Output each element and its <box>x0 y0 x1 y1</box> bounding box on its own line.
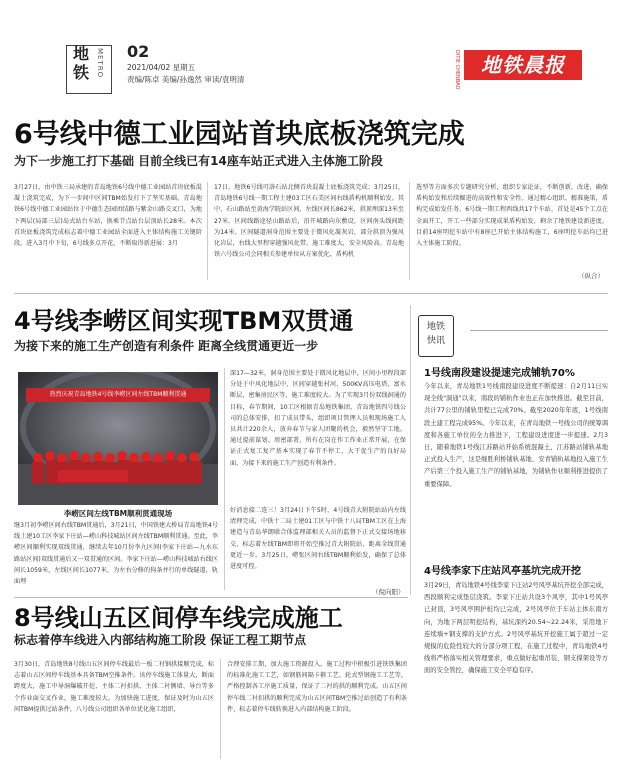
column-divider <box>410 305 411 595</box>
photo-banner-text: 热烈庆祝青岛地铁4号线李崂区间左线TBM顺利贯通 <box>49 391 187 398</box>
article1-subhead: 为下一步施工打下基础 目前全线已有14座车站正式进入主体施工阶段 <box>14 154 383 168</box>
article2-subhead: 为接下来的施工生产创造有利条件 距离全线贯通更近一步 <box>14 339 319 353</box>
column-divider <box>409 182 410 280</box>
section-subtitle: METRO <box>96 48 104 79</box>
section-title: 地铁 <box>72 44 89 82</box>
column-divider <box>224 368 225 590</box>
news1-headline: 1号线南段建设提速完成铺轨70% <box>424 368 575 379</box>
article1-author: （纵合） <box>578 272 604 280</box>
article3-headline: 8号线山五区间停车线完成施工 <box>14 604 343 632</box>
article3-col2: 合理安排工期，加大施工资源投入。施工过程中积极引进铁铁集团的标准化施工工艺，如钢筋间隔卡箍工艺、轮式型钢施工工艺等，严格控制各工序施工质量，保证了二衬的拱的顺利完成。山五区间停车线二衬扣拱的顺利完成为山五区间TBM空推过站创造了有利条件，标志着停车线转换进入内部结构施工阶段。 <box>227 661 407 713</box>
newspaper-logo: 地铁晨报 <box>464 50 582 80</box>
news1-body: 今年以来，青岛地铁1号线南段建设进度不断提速：自2月11日实现全线"洞通"以来，南段的铺轨作业也正在加快推进。截至目前，共计77公里的铺轨里程已完成70%。截至2020年年底，1号线南段土建工程完成95%。今年以来，在青岛地铁一号线公司的统筹调度和各施工单位的全力推进下，工程建设进度进一步提速。2月3日，随着地铁1号线江苏路站开始系统混凝土，江苏路站铺轨基地正式投入生产，这是继胜利桥铺轨基地、安青铺轨基地投入施工生产后第三个投入施工生产的铺轨基地，为铺轨作业顺利推进提供了重要保障。 <box>424 383 608 488</box>
kuaixun-label-line2: 快讯 <box>426 336 445 346</box>
column-divider <box>220 659 221 759</box>
article2-headline: 4号线李崂区间实现TBM双贯通 <box>14 307 354 335</box>
article2-col1: 继3月初李崂区间右线TBM贯通后，3月21日，中国铁建大桥局青岛地铁4号线土建10工区李家下庄站—崂山科技城站区间左线TBM顺利贯通。至此，李崂区间顺利实现双线贯通，继续去年10月份李九区间(李家下庄站—九水东路站区间)双线贯通后又一双贯通的区间。李家下庄站—崂山科技城站右线区间长1059米，左线区间长1077米，为左右分修的狗条并行的单线隧道，轨面埋 <box>14 522 218 586</box>
photo-caption: 李崂区间左线TBM顺利贯通现场 <box>63 509 173 518</box>
date-line: 2021/04/02 星期五 <box>127 63 196 72</box>
kuaixun-rule <box>470 330 608 331</box>
news2-body: 3月29日，青岛地铁4号线李家下庄站2号风亭基坑开挖全部完成，西段顺利完成垫层浇筑。李家下庄站共设3个风亭，其中1号风亭已封顶，3号风亭围护桩均已完成，2号风亭位于车站主体东南方向，为地下两层明挖结构，基坑深约20.54~22.24米，采用地下连续墙+钢支撑的支护方式。2号风亭基坑开挖施工属于超过一定规模的危险性较大的分部分项工程，在施工过程中，青岛地铁4号线将严格落实相关管理要求，重点做好起重吊装、钢支撑架设等方面的安全管控，确保施工安全平稳有序。 <box>424 582 608 675</box>
article1-col2: 17日，地铁6号线可洛石站北侧首块混凝土底板浇筑完成；3月25日，青岛地铁6号线一期工程土建03工区石美区间右线盾构机顺利始发。其中，石山路站至黄海学院站区间，左线区间长862米，拱顶埋深13米至27米。区间线路途径山路站后，沿开城路向东敷设，区间南头线间距为14米。区间隧道洞身范围主要处于微风化凝灰岩，部分拱顶为强风化岩层，右线大里程穿越强风化带，施工难度大，安全风险高。青岛地铁六号线公司会同相关参建单位从方案优化、盾构机 <box>214 184 404 259</box>
editors-line: 责编/陈卓 美编/孙逸然 审读/袁明清 <box>127 75 245 84</box>
article1-headline: 6号线中德工业园站首块底板浇筑完成 <box>14 119 465 150</box>
article3-col1: 3月30日，青岛地铁8号线山五区间停车线最后一板二衬钢拱接顺完成，标志着山五区间停车线基本具备TBM空推条件。该停车线施工体量大，断面跨度大，施工中导洞爆破开挖、主体二衬扣拱、主体二衬侧墙、导台等多个作业面交叉作业，施工难度较大。为加快施工进度，保证及时为山五区间TBM提供过站条件，八号线公司组织各单位优化施工组织， <box>14 661 214 713</box>
article2-col2b: 好消息接二连三！3月24日下午5时，4号线青大附院站站内左线清理完成，中铁十二局土建01工区与中铁十八局TBM工区在上海建造与青岛华朗联合体监理部相关人员的监督下正式交接场地移交，标志着左线TBM即将开始空推过青大附院站，距离全线贯通更近一步。3月25日，崂张区间右线TBM顺利始发，确保了总体进度可控。 <box>230 507 406 571</box>
logo-small-text: DITIE CHENBAO <box>454 50 460 90</box>
kuaixun-badge <box>418 315 454 357</box>
tunnel-photo <box>18 372 218 505</box>
kuaixun-label-line1: 地铁 <box>426 322 445 332</box>
article1-col3: 选型等方面多次专题研究分析，组织专家论证，不断创新，改进，确保盾构始发和后续掘进的高效性和安全性。通过精心组织、精准施策，盾构完成始发任务。6号线一期工程西线共17个车站，首处是45个工点在全面开工，开工一些部分实现成果盾构始发，剩余了地铁建设新进度。目前14座明挖车站中有8座已开始主体结构施工，6座明挖车站均已进入主体施工阶段。 <box>416 184 608 248</box>
article2-col2: 深17—32米，洞身范围主要处于微风化地层中，区间小里程段部分处于中风化地层中，区间穿越张村河、500KV高压电塔、富水断层、密集房民区等，施工难度较大。为了实现3月份双线洞通的目标，春节期间，10工区根据青岛地铁集团、青岛地铁四号线公司的总体安排，扣了成员带头，组织项目管理人员和现场施工人员共计220余人，放弃春节与家人团聚的机会，毅然坚守工地。通过提前谋划、周密部署，所有在岗在作工作业正常开展，在保证正式复工复产基本实现了春节不停工，大干促生产的良好局面，为接下来的施工生产创造有利条件。 <box>230 370 406 467</box>
article2-author: （倪向阳） <box>372 588 405 596</box>
article1-col1: 3月27日，由中铁三局承建的青岛地铁6号线中德工业园站首块底板混凝土浇筑完成，为下一步间中区间TBM始发打下了坚实基础。青岛地铁6号线中德工业园站位于中德生态园团结路与紫金山路交叉口，为地下两层(局部三层)岛式站台车站，换乘节点站台层顶站长28米。本次首块底板浇筑完成标志着中德工业园站全面进入主体结构施工关键阶段。进入3月中下旬，6号线多点开花，不断取得新进展：3月 <box>14 184 202 248</box>
article3-subhead: 标志着停车线进入内部结构施工阶段 保证工程工期节点 <box>14 633 307 647</box>
section-rule <box>14 293 608 294</box>
column-divider <box>207 182 208 280</box>
news2-headline: 4号线李家下庄站风亭基坑完成开挖 <box>424 566 581 577</box>
page-number: 02 <box>127 42 150 61</box>
masthead-meta <box>127 62 244 86</box>
